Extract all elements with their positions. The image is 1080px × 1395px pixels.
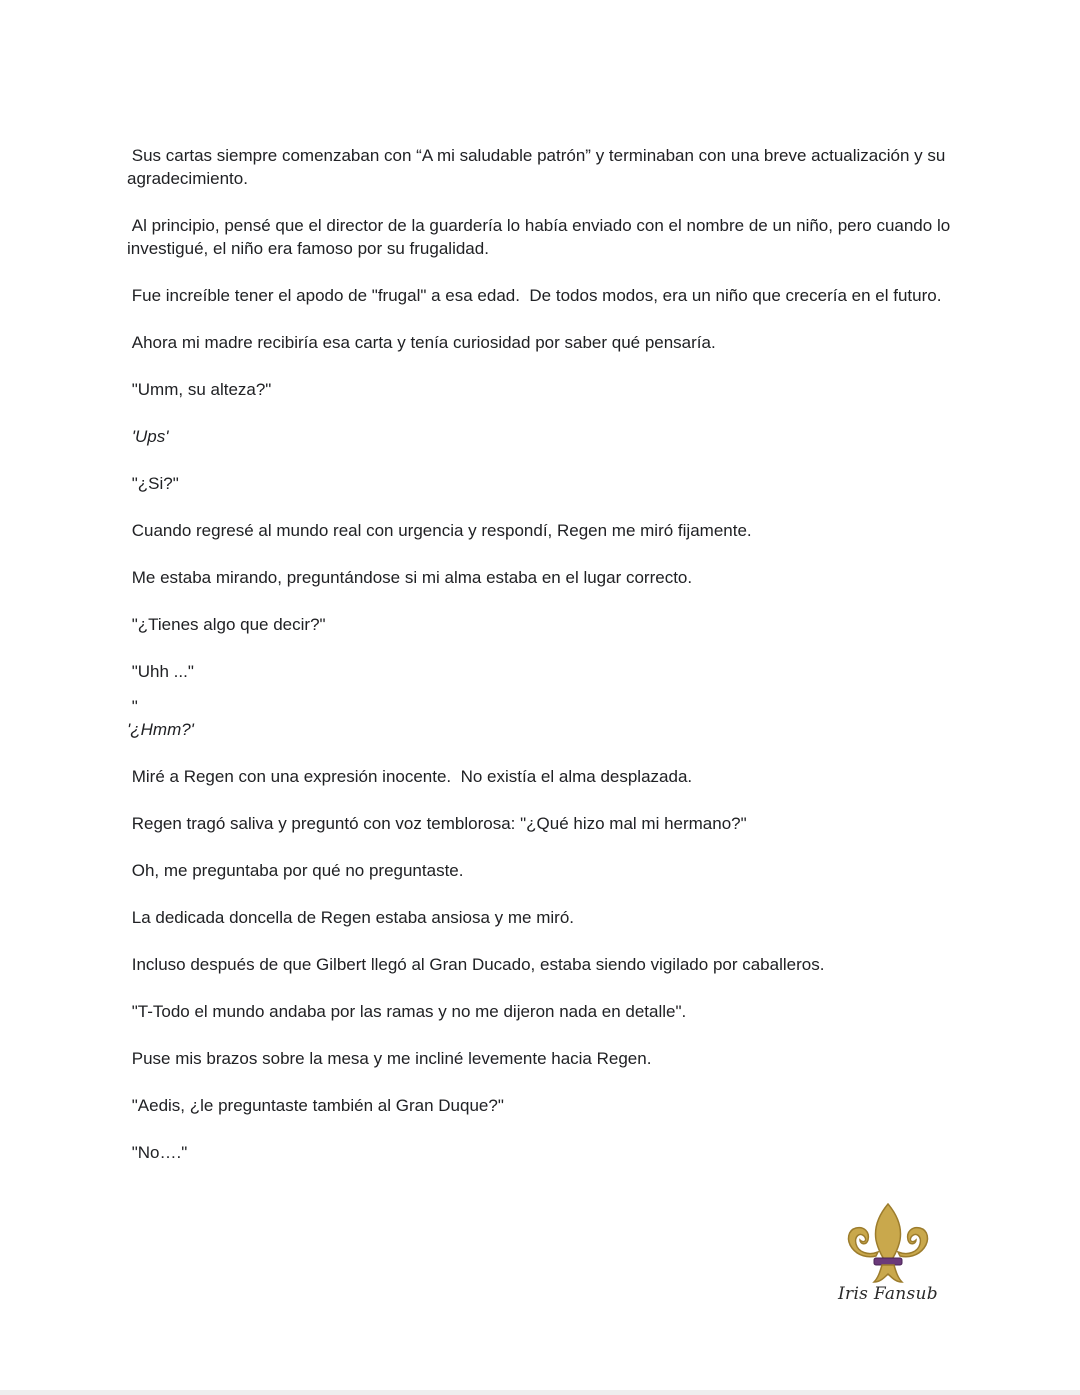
paragraph: "No….": [127, 1143, 188, 1162]
paragraph: "Uhh ...": [127, 662, 194, 681]
paragraph: "¿Si?": [127, 474, 179, 493]
document-body: [127, 144, 957, 1164]
watermark-logo: [838, 1200, 938, 1312]
paragraph: "Aedis, ¿le preguntaste también al Gran Duque?": [127, 1096, 504, 1115]
paragraph: Sus cartas siempre comenzaban con “A mi saludable patrón” y terminaban con una breve actualización y su agradecimiento.: [127, 146, 951, 188]
paragraph: Fue increíble tener el apodo de "frugal" a esa edad. De todos modos, era un niño que crecería en el futuro.: [127, 286, 942, 305]
paragraph: Cuando regresé al mundo real con urgencia y respondí, Regen me miró fijamente.: [127, 521, 752, 540]
paragraph: Regen tragó saliva y preguntó con voz temblorosa: "¿Qué hizo mal mi hermano?": [127, 814, 747, 833]
paragraph: Me estaba mirando, preguntándose si mi alma estaba en el lugar correcto.: [127, 568, 693, 587]
paragraph: "Umm, su alteza?": [127, 380, 272, 399]
paragraph: Puse mis brazos sobre la mesa y me incliné levemente hacia Regen.: [127, 1049, 652, 1068]
paragraph: Miré a Regen con una expresión inocente. No existía el alma desplazada.: [127, 767, 693, 786]
paragraph: Oh, me preguntaba por qué no preguntaste.: [127, 861, 464, 880]
paragraph: "¿Tienes algo que decir?": [127, 615, 326, 634]
watermark-text: Iris Fansub: [838, 1284, 938, 1304]
paragraph: Ahora mi madre recibiría esa carta y tenía curiosidad por saber qué pensaría.: [127, 333, 716, 352]
paragraph: 'Ups': [127, 427, 169, 446]
paragraph: '¿Hmm?': [127, 720, 194, 739]
paragraph: Incluso después de que Gilbert llegó al Gran Ducado, estaba siendo vigilado por caballeros.: [127, 955, 825, 974]
paragraph: "T-Todo el mundo andaba por las ramas y no me dijeron nada en detalle".: [127, 1002, 687, 1021]
fleur-de-lis-icon: [838, 1200, 938, 1286]
page-bottom-edge: [0, 1390, 1080, 1395]
paragraph: ": [127, 697, 138, 716]
paragraph: Al principio, pensé que el director de la guardería lo había enviado con el nombre de un niño, pero cuando lo investigué, el niño era famoso por su frugalidad.: [127, 216, 955, 258]
paragraph: La dedicada doncella de Regen estaba ansiosa y me miró.: [127, 908, 575, 927]
